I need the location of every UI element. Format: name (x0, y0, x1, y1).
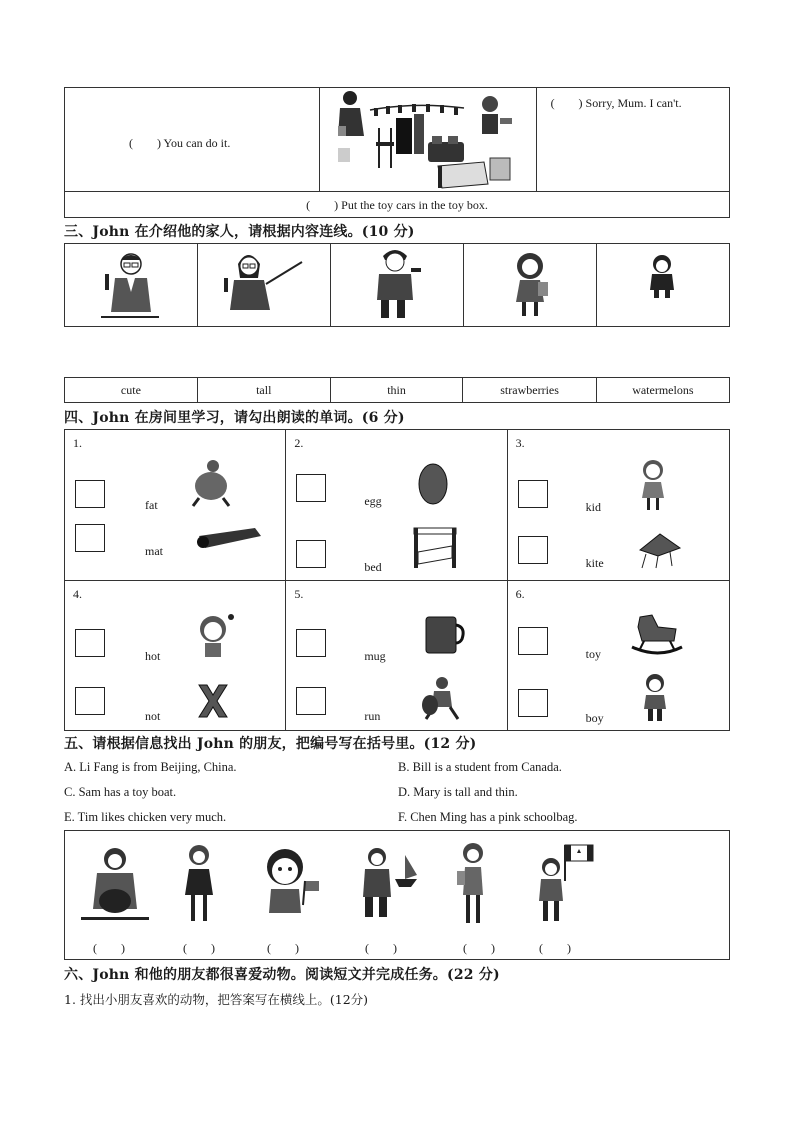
checkbox-bed[interactable] (296, 540, 326, 568)
family-word-cell (596, 378, 729, 403)
word-check-cell-3 (507, 430, 729, 581)
checkbox-egg[interactable] (296, 474, 326, 502)
dialog-text-left: ( ) You can do it. (129, 136, 231, 150)
room-scene-icon (334, 88, 524, 192)
word-check-cell-2 (286, 430, 507, 581)
cross-icon (193, 681, 233, 721)
tall-man-icon (369, 246, 425, 322)
small-boy-icon (645, 254, 679, 300)
girl-curly-hair-icon (508, 252, 554, 322)
family-pic-cell-4 (464, 244, 597, 327)
family-pictures-table (64, 243, 730, 327)
option-a: A. Li Fang is from Beijing, China. (64, 760, 237, 774)
section3-heading: 三、John 在介绍他的家人，请根据内容连线。(10 分) (64, 224, 415, 240)
mug-icon (422, 613, 468, 657)
checkbox-hot[interactable] (75, 629, 105, 657)
dialog-cell-bottom (65, 192, 730, 218)
family-word-cell (197, 378, 330, 403)
word-check-cell-4 (65, 581, 286, 731)
word-fat: fat (145, 498, 158, 512)
checkbox-mug[interactable] (296, 629, 326, 657)
answer-paren-4[interactable]: ( ) (365, 941, 397, 955)
option-f: F. Chen Ming has a pink schoolbag. (398, 810, 578, 824)
family-word: tall (256, 383, 272, 397)
family-word-cell (463, 378, 596, 403)
family-pic-cell-3 (331, 244, 464, 327)
family-word: watermelons (632, 383, 694, 397)
word-kite: kite (585, 556, 604, 570)
family-pic-cell-2 (198, 244, 331, 327)
dialog-text-bottom: ( ) Put the toy cars in the toy box. (306, 197, 488, 212)
checkbox-not[interactable] (75, 687, 105, 715)
word-run: run (364, 709, 381, 723)
family-pic-cell-1 (65, 244, 198, 327)
word-check-table (64, 429, 730, 731)
checkbox-run[interactable] (296, 687, 326, 715)
fat-man-icon (189, 458, 233, 508)
checkbox-boy[interactable] (518, 689, 548, 717)
section6-task1: 1. 找出小朋友喜欢的动物，把答案写在横线上。(12分) (64, 992, 369, 1007)
word-bed: bed (364, 560, 382, 574)
girl-walking-icon (177, 843, 221, 929)
runner-icon (420, 675, 464, 725)
rocking-horse-icon (630, 611, 684, 657)
boy-icon (640, 673, 670, 723)
tall-girl-icon (453, 841, 493, 931)
section4-heading: 四、John 在房间里学习，请勾出朗读的单词。(6 分) (64, 410, 405, 426)
word-egg: egg (364, 494, 382, 508)
hot-girl-icon (195, 611, 237, 659)
answer-paren-5[interactable]: ( ) (463, 941, 495, 955)
option-d: D. Mary is tall and thin. (398, 785, 518, 799)
checkbox-toy[interactable] (518, 627, 548, 655)
word-mug: mug (364, 649, 386, 663)
word-boy: boy (585, 711, 604, 725)
family-word-cell (65, 378, 198, 403)
bed-icon (410, 524, 460, 570)
family-pic-cell-5 (597, 244, 730, 327)
checkbox-mat[interactable] (75, 524, 105, 552)
man-with-food-icon (75, 845, 155, 929)
answer-paren-6[interactable]: ( ) (539, 941, 571, 955)
friends-picture-box (64, 830, 730, 960)
word-hot: hot (145, 649, 161, 663)
option-e: E. Tim likes chicken very much. (64, 810, 227, 824)
word-toy: toy (585, 647, 601, 661)
word-mat: mat (145, 544, 163, 558)
father-glasses-icon (101, 250, 163, 322)
family-word: thin (387, 383, 406, 397)
family-word: strawberries (500, 383, 559, 397)
answer-paren-2[interactable]: ( ) (183, 941, 215, 955)
boy-with-canada-flag-icon (535, 841, 597, 927)
dialog-picture-cell (320, 88, 536, 192)
checkbox-kid[interactable] (518, 480, 548, 508)
section6-heading: 六、John 和他的朋友都很喜爱动物。阅读短文并完成任务。(22 分) (64, 967, 500, 983)
word-not: not (145, 709, 161, 723)
word-kid: kid (585, 500, 601, 514)
man-with-boat-icon (357, 845, 421, 925)
item-number: 4. (73, 587, 82, 601)
kid-icon (636, 458, 670, 512)
word-check-cell-6 (507, 581, 729, 731)
item-number: 5. (294, 587, 304, 601)
top-dialog-table (64, 87, 730, 218)
dialog-cell-left (65, 88, 320, 192)
checkbox-fat[interactable] (75, 480, 105, 508)
item-number: 2. (294, 436, 304, 450)
option-c: C. Sam has a toy boat. (64, 785, 177, 799)
word-check-cell-5 (286, 581, 507, 731)
family-word: cute (120, 383, 141, 397)
boy-with-flag-icon (257, 845, 323, 925)
item-number: 1. (73, 436, 82, 450)
checkbox-kite[interactable] (518, 536, 548, 564)
teacher-mother-icon (222, 248, 306, 320)
family-words-table (64, 377, 730, 403)
kite-icon (636, 530, 682, 570)
egg-icon (416, 460, 450, 506)
item-number: 3. (515, 436, 525, 450)
word-check-cell-1 (65, 430, 286, 581)
item-number: 6. (515, 587, 525, 601)
dialog-cell-right (536, 88, 729, 192)
section5-heading: 五、请根据信息找出 John 的朋友，把编号写在括号里。(12 分) (64, 736, 477, 752)
family-word-cell (330, 378, 463, 403)
answer-paren-3[interactable]: ( ) (267, 941, 299, 955)
option-b: B. Bill is a student from Canada. (398, 760, 562, 774)
answer-paren-1[interactable]: ( ) (93, 941, 125, 955)
mat-icon (195, 522, 265, 552)
dialog-text-right: ( ) Sorry, Mum. I can't. (550, 96, 682, 110)
